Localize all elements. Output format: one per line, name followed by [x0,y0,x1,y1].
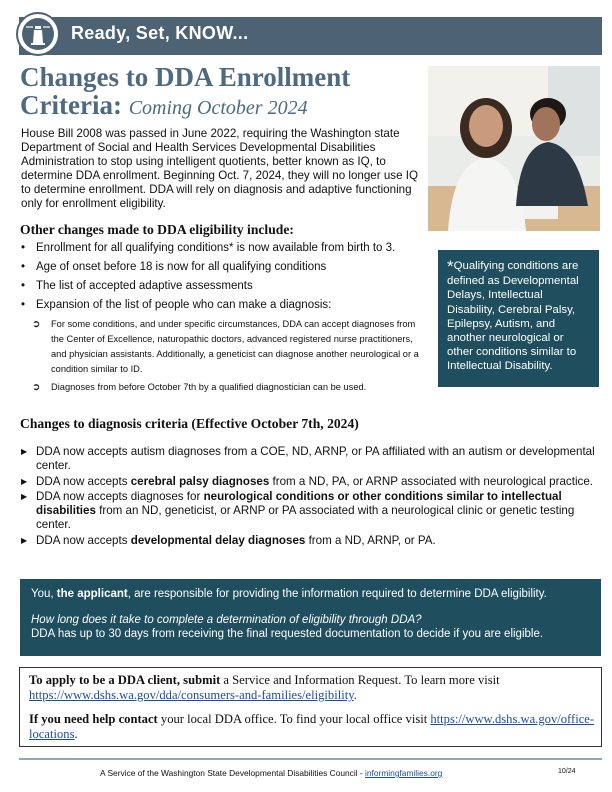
diagnosis-heading: Changes to diagnosis criteria (Effective October 7th, 2024) [20,416,359,431]
callout-text: Qualifying conditions are defined as Developmental Delays, Intellectual Disability, Cerebral Palsy, Epilepsy, Autism, and another neurological or other conditions similar to Intellectual Disability. [447,260,579,373]
applicant-responsibility: You, the applicant, are responsible for providing the information required to determine DDA eligibility. [31,588,547,600]
sub-list-item: ➲ For some conditions, and under specific circumstances, DDA can accept diagnoses from the Center of Excellence, naturopathic doctors, advanced registered nurse practitioners, and physician assistants. Additionally, a geneticist can diagnose another neurological or a condition similar to ID. [32,319,419,374]
help-paragraph: If you need help contact your local DDA office. To find your local office visit https://www.dshs.wa.gov/office-locations. [29,711,595,742]
title-main: Changes to DDA Enrollment Criteria: [20,62,351,120]
eligibility-link[interactable]: https://www.dshs.wa.gov/dda/consumers-and-families/eligibility [29,688,354,703]
footer-link[interactable]: informingfamilies.org [365,768,443,778]
apply-box [19,667,602,747]
eligibility-question: How long does it take to complete a determination of eligibility through DDA? [31,614,422,626]
list-item: • The list of accepted adaptive assessments [20,279,430,293]
sub-list-item: ➲ Diagnoses from before October 7th by a qualified diagnostician can be used. [32,382,367,393]
banner-title: Ready, Set, KNOW... [71,23,249,43]
family-photo [428,66,600,231]
apply-paragraph: To apply to be a DDA client, submit a Service and Information Request. To learn more visit https://www.dshs.wa.gov/dda/consumers-and-families/eligibility. [29,673,500,703]
eligibility-answer: DDA has up to 30 days from receiving the final requested documentation to decide if you are eligible. [31,628,544,640]
list-item: • Enrollment for all qualifying conditions* is now available from birth to 3. [20,241,430,255]
eligibility-list [20,241,430,395]
asterisk: * [447,257,454,276]
qualifying-conditions-callout [438,250,599,387]
list-item: • Age of onset before 18 is now for all qualifying conditions [20,260,430,274]
lighthouse-icon [16,12,60,56]
office-locations-link[interactable]: https://www.dshs.wa.gov/office-locations [29,711,595,742]
footer: A Service of the Washington State Developmental Disabilities Council - informingfamilies.org [100,768,443,778]
list-item: ▶ DDA now accepts developmental delay diagnoses from a ND, ARNP, or PA. [20,534,595,548]
list-item: ▶ DDA now accepts autism diagnoses from a COE, ND, ARNP, or PA affiliated with an autism or developmental center. [20,445,595,473]
applicant-info-box [20,579,601,656]
diagnosis-list [20,445,595,550]
list-item: ▶ DDA now accepts diagnoses for neurological conditions or other conditions similar to intellectual disabilities from an ND, geneticist, or ARNP or PA associated with a neurological clinic or genetic testing center. [20,490,595,531]
revision-code: 10/24 [558,768,576,775]
arrow-icon: ➲ [32,382,41,393]
intro-paragraph: House Bill 2008 was passed in June 2022, requiring the Washington state Department of Social and Health Services Developmental Disabilities Administration to stop using intelligent quotients, better known as IQ, to determine DDA enrollment. Beginning Oct. 7, 2024, they will no longer use IQ to determine enrollment. DDA will rely on diagnosis and adaptive functioning only for enrollment eligibility. [21,127,418,211]
list-item: ▶ DDA now accepts cerebral palsy diagnoses from a ND, PA, or ARNP associated with neurological practice. [20,475,595,489]
header-banner [19,17,602,55]
arrow-icon: ➲ [32,319,41,330]
page-title [20,63,420,122]
title-subtitle: Coming October 2024 [128,97,308,119]
eligibility-heading: Other changes made to DDA eligibility include: [20,222,294,237]
list-item: • Expansion of the list of people who can make a diagnosis: [20,298,430,312]
footer-divider [19,758,602,760]
